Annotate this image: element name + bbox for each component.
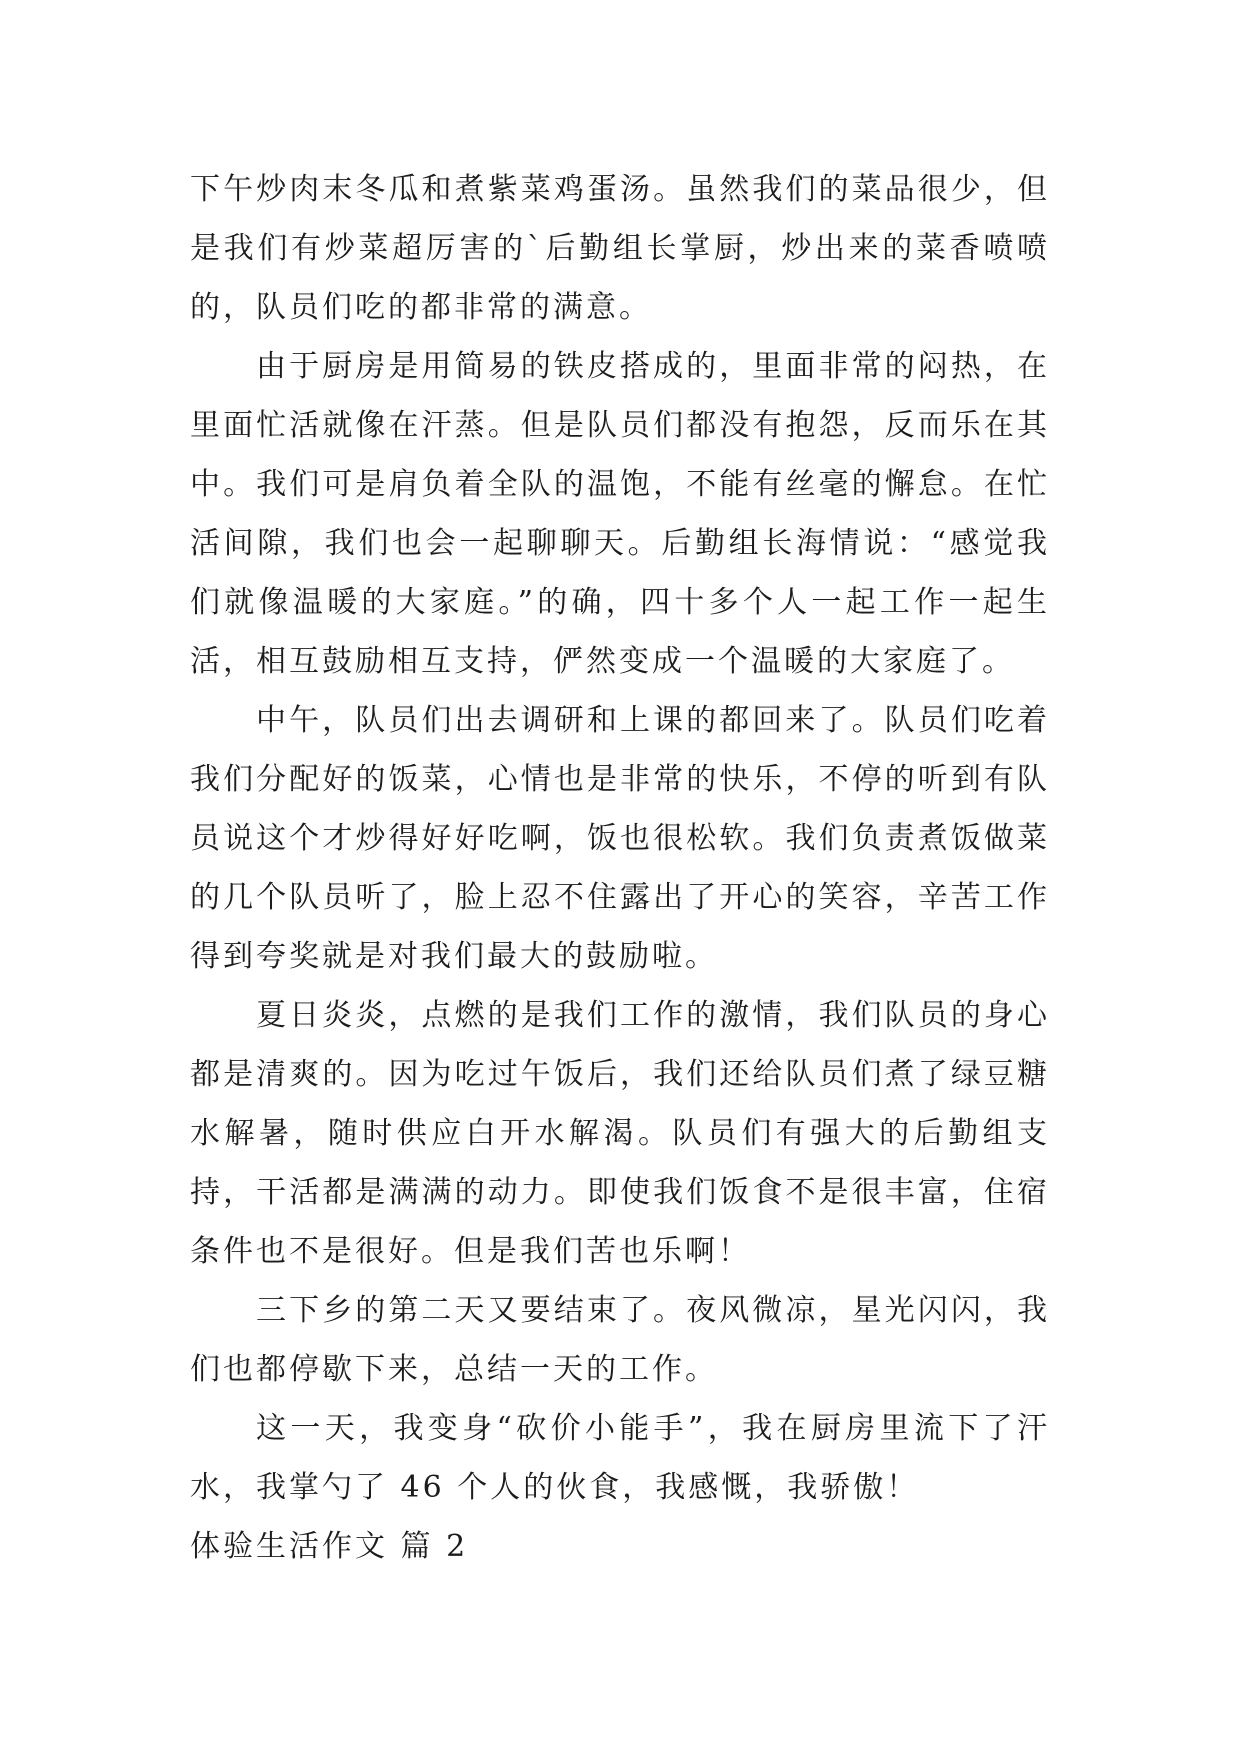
paragraph-3: 中午，队员们出去调研和上课的都回来了。队员们吃着我们分配好的饭菜，心情也是非常的快乐，不停的听到有队员说这个才炒得好好吃啊，饭也很松软。我们负责煮饭做菜的几个队员听了，脸上忍不住露出了开心的笑容，辛苦工作得到夸奖就是对我们最大的鼓励啦。 bbox=[190, 703, 1050, 974]
paragraph-4: 夏日炎炎，点燃的是我们工作的激情，我们队员的身心都是清爽的。因为吃过午饭后，我们还给队员们煮了绿豆糖水解暑，随时供应白开水解渴。队员们有强大的后勤组支持，干活都是满满的动力。即使我们饭食不是很丰富，住宿条件也不是很好。但是我们苦也乐啊！ bbox=[190, 998, 1050, 1269]
paragraph-1: 下午炒肉末冬瓜和煮紫菜鸡蛋汤。虽然我们的菜品很少，但是我们有炒菜超厉害的`后勤组长掌厨，炒出来的菜香喷喷的，队员们吃的都非常的满意。 bbox=[190, 172, 1050, 325]
paragraph-2: 由于厨房是用简易的铁皮搭成的，里面非常的闷热，在里面忙活就像在汗蒸。但是队员们都没有抱怨，反而乐在其中。我们可是肩负着全队的温饱，不能有丝毫的懈怠。在忙活间隙，我们也会一起聊聊天。后勤组长海情说：“感觉我们就像温暖的大家庭。”的确，四十多个人一起工作一起生活，相互鼓励相互支持，俨然变成一个温暖的大家庭了。 bbox=[190, 349, 1050, 679]
document-body bbox=[190, 160, 1050, 1576]
section-title: 体验生活作文 篇 2 bbox=[190, 1529, 469, 1564]
paragraph-5: 三下乡的第二天又要结束了。夜风微凉，星光闪闪，我们也都停歇下来，总结一天的工作。 bbox=[190, 1293, 1050, 1387]
paragraph-6: 这一天，我变身“砍价小能手”，我在厨房里流下了汗水，我掌勺了 46 个人的伙食，我感慨，我骄傲！ bbox=[190, 1411, 1050, 1505]
